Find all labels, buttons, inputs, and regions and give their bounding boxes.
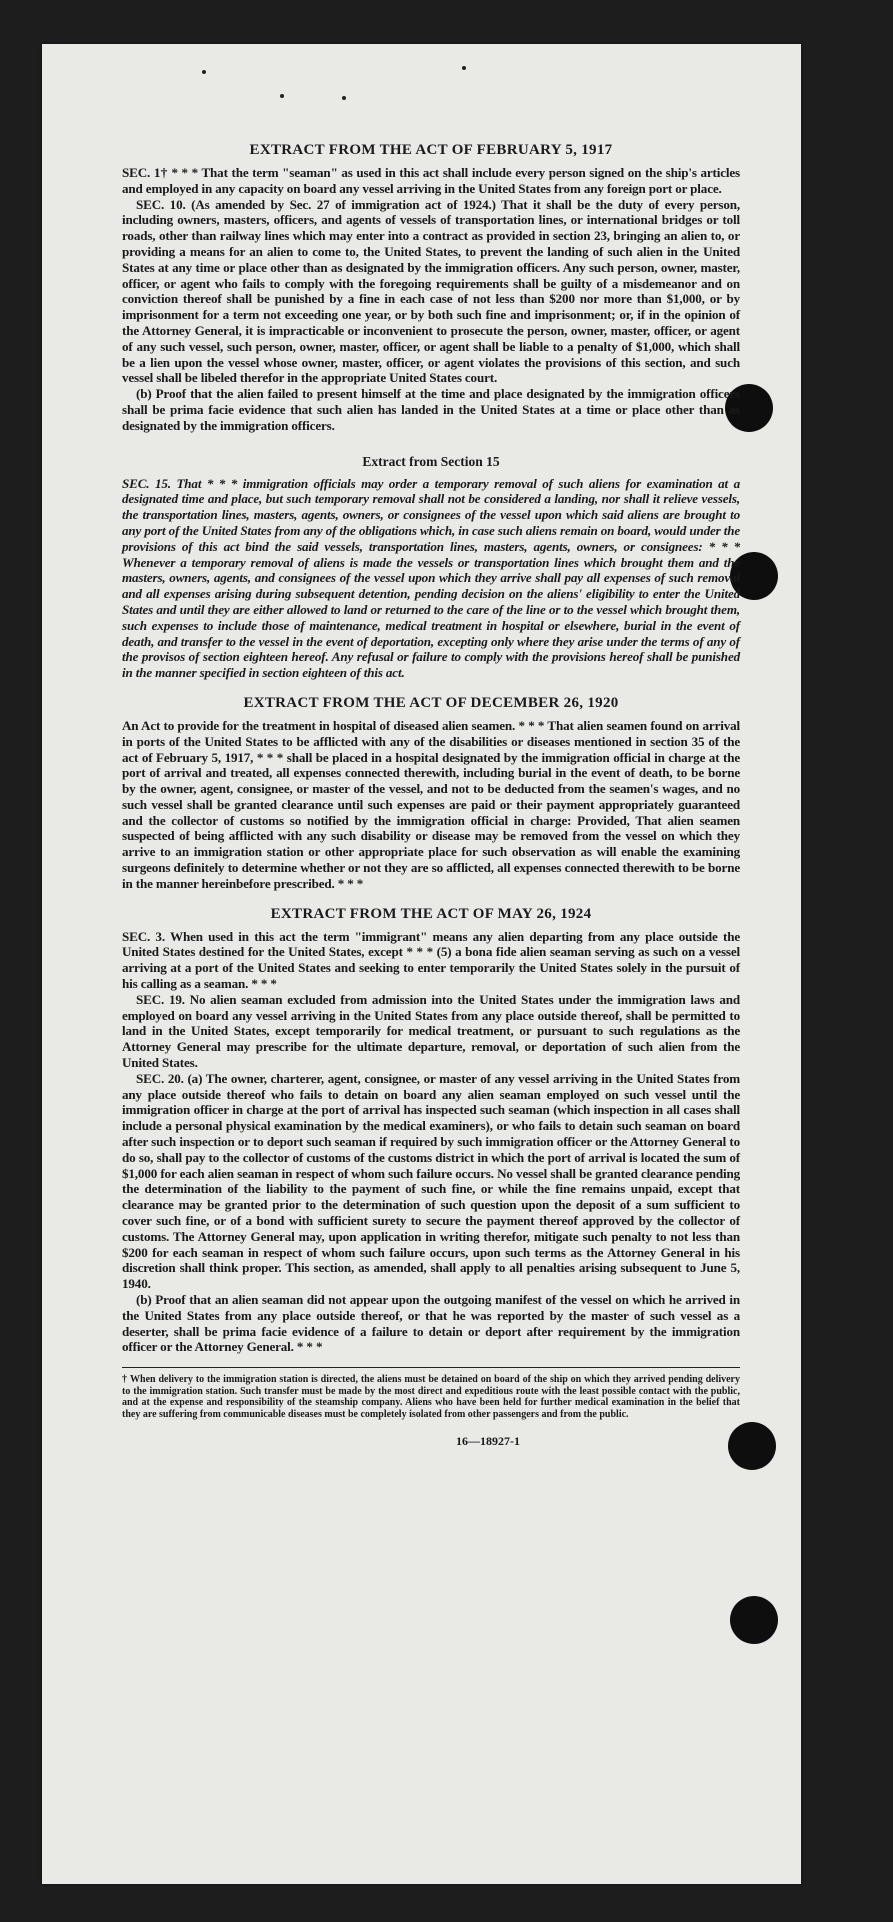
- footnote: † When delivery to the immigration station is directed, the aliens must be detained on board of the ship on which they arrived pending delivery to the immigration station. Such transfer must be made by the most direct and expeditious route with the least possible contact with the public, and at the expense and responsibility of the steamship company. Aliens who have been held for further medical examination in the belief that they are suffering from communicable diseases must be completely isolated from other passengers and from the public.: [122, 1374, 740, 1420]
- footnote-divider: [122, 1367, 740, 1368]
- paragraph: SEC. 10. (As amended by Sec. 27 of immigration act of 1924.) That it shall be the duty of every person, including owners, masters, officers, and agents of vessels of transportation lines, or international bridges or toll roads, other than railway lines which may enter into a contract as provided in section 23, bringing an alien to, or providing a means for an alien to come to, the United States, to prevent the landing of such alien in the United States at any time or place other than as designated by the immigration officers. Any such person, owner, master, officer, or agent who fails to comply with the foregoing requirements shall be guilty of a misdemeanor and on conviction thereof shall be punished by a fine in each case of not less than $200 nor more than $1,000, or by imprisonment for a term not exceeding one year, or by both such fine and imprisonment; or, if in the opinion of the Attorney General, it is impracticable or inconvenient to prosecute the person, owner, master, officer, or agent of any such vessel, such person, owner, master, officer, or agent shall be liable to a penalty of $1,000, which shall be a lien upon the vessel whose owner, master, officer, or agent violates the provisions of this section, and such vessel shall be libeled therefor in the appropriate United States court.: [122, 196, 740, 386]
- paragraph: (b) Proof that an alien seaman did not appear upon the outgoing manifest of the vessel on which he arrived in the United States from any place outside thereof, or that he was reported by the master of such vessel as a deserter, shall be prima facie evidence of a failure to detain or deport after requirement by the immigration officer or the Attorney General. * * *: [122, 1292, 740, 1355]
- document-number: 16—18927-1: [456, 1434, 520, 1449]
- paragraph: SEC. 3. When used in this act the term "immigrant" means any alien departing from any place outside the United States destined for the United States, except * * * (5) a bona fide alien seaman serving as such on a vessel arriving at a port of the United States and seeking to enter temporarily the United States solely in the pursuit of his calling as a seaman. * * *: [122, 928, 740, 992]
- heading-act-1924: EXTRACT FROM THE ACT OF MAY 26, 1924: [270, 905, 592, 922]
- punch-hole: [730, 1596, 778, 1644]
- paragraph: SEC. 15. That * * * immigration officials may order a temporary removal of such aliens for examination at a designated time and place, but such temporary removal shall not be considered a landing, nor shall it relieve vessels, the transportation lines, masters, agents, owners, or consignees of the vessel upon which said aliens are brought to any port of the United States from any of the obligations which, in case such aliens remain on board, would under the provisions of this act bind the said vessels, transportation lines, masters, agents, owners, or consignees: * * * Whenever a temporary removal of aliens is made the vessels or transportation lines which brought them and the masters, owners, agents, and consignees of the vessel upon which they arrive shall pay all expenses of such removal and all expenses arising during subsequent detention, pending decision on the aliens' eligibility to enter the United States and until they are either allowed to land or returned to the care of the line or to the vessel which brought them, such expenses to include those of maintenance, medical treatment in hospital or elsewhere, burial in the event of death, and transfer to the vessel in the event of deportation, excepting only where they arise under the terms of any of the provisos of section eighteen hereof. Any refusal or failure to comply with the provisions hereof shall be punished in the manner specified in section eighteen of this act.: [122, 475, 740, 681]
- paragraph: SEC. 1† * * * That the term "seaman" as used in this act shall include every person signed on the ship's articles and employed in any capacity on board any vessel arriving in the United States from any foreign port or place.: [122, 165, 740, 196]
- speck: [342, 96, 346, 100]
- paragraph: An Act to provide for the treatment in hospital of diseased alien seamen. * * * That alien seamen found on arrival in ports of the United States to be afflicted with any of the disabilities or diseases mentioned in section 35 of the act of February 5, 1917, * * * shall be placed in a hospital designated by the immigration official in charge at the port of arrival and treated, all expenses connected therewith, including burial in the event of death, to be borne by the owner, agent, consignee, or master of the vessel, and not to be deducted from the seamen's wages, and no such vessel shall be granted clearance until such expenses are paid or their payment appropriately guaranteed and the collector of customs so notified by the immigration official in charge: Provided, That alien seamen suspected of being afflicted with any such disability or disease may be removed from the vessel on which they arrive to an immigration station or other appropriate place for such observation as will enable the examining surgeons definitely to determine whether or not they are so afflicted, all expenses connected therewith to be borne in the manner hereinbefore prescribed. * * *: [122, 717, 740, 891]
- heading-act-1920: EXTRACT FROM THE ACT OF DECEMBER 26, 1920: [243, 694, 619, 711]
- document-page: [42, 44, 801, 1884]
- paragraph: (b) Proof that the alien failed to present himself at the time and place designated by the immigration officers shall be prima facie evidence that such alien has landed in the United States at a time or place other than as designated by the immigration officers.: [122, 386, 740, 433]
- speck: [202, 70, 206, 74]
- heading-act-1917: EXTRACT FROM THE ACT OF FEBRUARY 5, 1917: [249, 142, 613, 158]
- speck: [280, 94, 284, 98]
- speck: [462, 66, 466, 70]
- heading-section-15: Extract from Section 15: [362, 453, 500, 469]
- paragraph: SEC. 20. (a) The owner, charterer, agent, consignee, or master of any vessel arriving in the United States from any place outside thereof who fails to detain on board any alien seaman employed on such vessel until the immigration officer in charge at the port of arrival has inspected such seaman (which inspection in all cases shall include a personal physical examination by the medical examiners), or who fails to detain such seaman on board after such inspection or to deport such seaman if required by such immigration officer or the Attorney General to do so, shall pay to the collector of customs of the customs district in which the port of arrival is located the sum of $1,000 for each alien seaman in respect of whom such failure occurs. No vessel shall be granted clearance pending the determination of the liability to the payment of such fine, or while the fine remains unpaid, except that clearance may be granted prior to the determination of such question upon the deposit of a sum sufficient to cover such fine, or of a bond with sufficient surety to secure the payment thereof approved by the collector of customs. The Attorney General may, upon application in writing therefor, mitigate such penalty to not less than $200 for each seaman in respect of whom such failure occurs, upon such terms as the Attorney General in his discretion shall think proper. This section, as amended, shall apply to all penalties arising subsequent to June 5, 1940.: [122, 1070, 740, 1292]
- document-body: [122, 142, 740, 1449]
- paragraph: SEC. 19. No alien seaman excluded from admission into the United States under the immigration laws and employed on board any vessel arriving in the United States from any place outside thereof, shall be permitted to land in the United States, except temporarily for medical treatment, or pursuant to such regulations as the Attorney General may prescribe for the ultimate departure, removal, or deportation of such alien from the United States.: [122, 991, 740, 1071]
